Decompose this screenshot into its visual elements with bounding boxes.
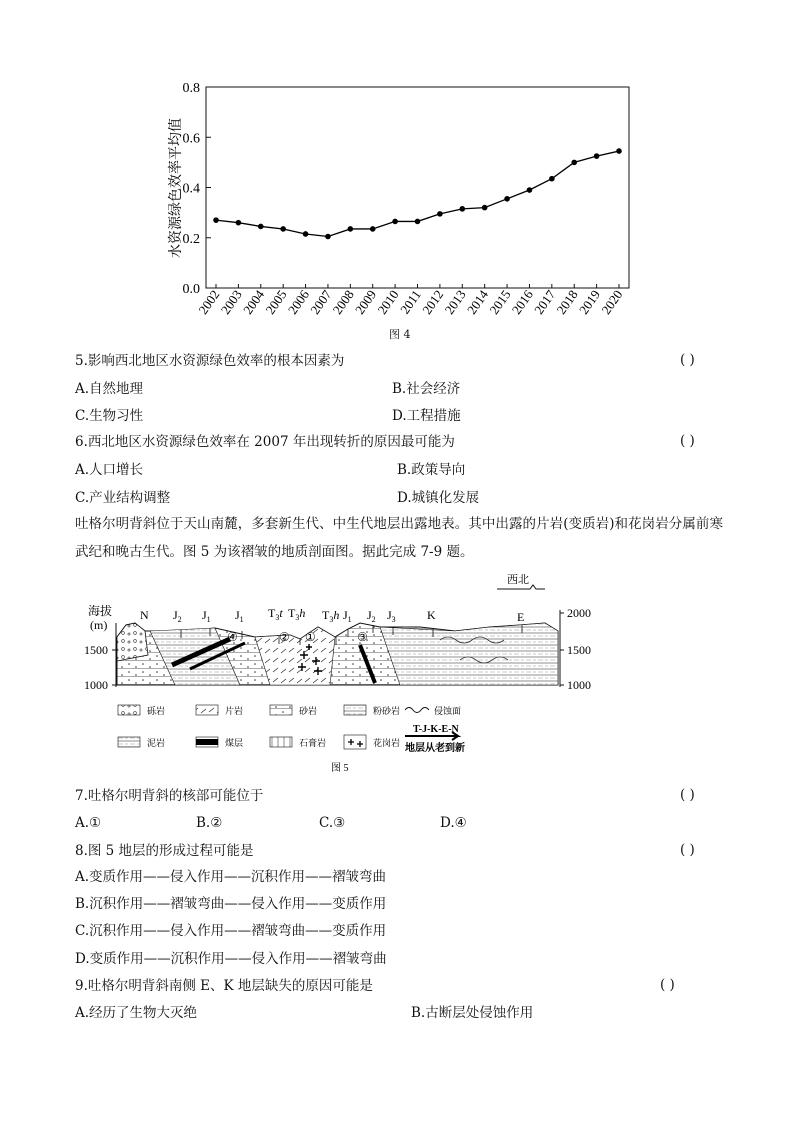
right-tick-1000: 1000 — [567, 678, 591, 692]
legend-swatch-mudstone — [118, 737, 140, 747]
data-point — [437, 211, 443, 217]
question-5-option-d[interactable]: D.工程措施 — [392, 408, 461, 424]
direction-label: 西北 — [507, 574, 529, 586]
stratum-label-j1-right: $J_1$ — [343, 608, 352, 624]
data-point — [415, 219, 421, 225]
legend-label-conglomerate: 砾岩 — [147, 706, 166, 716]
data-point — [303, 231, 309, 237]
question-6-stem: 6.西北地区水资源绿色效率在 2007 年出现转折的原因最可能为 — [75, 434, 455, 450]
data-point — [258, 224, 264, 230]
data-point — [213, 217, 219, 223]
legend-swatch-gypsum — [270, 737, 292, 747]
question-7-stem: 7.吐格尔明背斜的核部可能位于 — [75, 788, 264, 804]
y-tick-label: 0.8 — [182, 81, 200, 96]
right-tick-1500: 1500 — [567, 643, 591, 657]
stratum-label-e: E — [517, 610, 525, 624]
legend-swatch-siltstone — [344, 705, 366, 715]
y-axis-label: 水资源绿色效率平均值 — [169, 118, 184, 258]
geologic-section-fig5 — [0, 565, 794, 780]
legend-swatch-schist — [196, 705, 218, 715]
question-5-option-a[interactable]: A.自然地理 — [75, 381, 144, 397]
stratum-label-j1-mid: $J_1$ — [235, 608, 244, 624]
stratum-label-k: K — [427, 608, 436, 622]
x-tick-label: 2006 — [284, 287, 313, 318]
x-tick-label: 2007 — [307, 287, 335, 318]
stratum-label-j2-left: $J_2$ — [173, 608, 182, 624]
y-tick-label: 0.2 — [182, 231, 200, 247]
y-tick-label: 0.0 — [182, 282, 200, 297]
question-7-option-b[interactable]: B.② — [196, 815, 223, 831]
stratum-label-j2-right: $J_2$ — [367, 608, 376, 624]
position-marker-3: ③ — [357, 630, 368, 644]
legend-label-mudstone: 泥岩 — [147, 738, 166, 748]
x-tick-label: 2010 — [374, 287, 402, 318]
y-axis-ticks — [183, 81, 212, 297]
legend-label-granite: 花岗岩 — [373, 738, 401, 748]
question-6-answer-blank[interactable]: ( ) — [680, 433, 695, 449]
figure-5-caption: 图 5 — [331, 763, 349, 774]
position-marker-1: ① — [305, 630, 316, 644]
left-tick-1000: 1000 — [84, 678, 108, 692]
data-point — [348, 226, 354, 232]
stratum-label-j1-left: $J_1$ — [202, 608, 211, 624]
data-point — [280, 226, 286, 232]
data-point — [236, 220, 242, 226]
x-tick-label: 2017 — [531, 287, 559, 318]
question-5-option-c[interactable]: C.生物习性 — [75, 408, 144, 424]
x-tick-label: 2013 — [441, 287, 469, 318]
legend-label-siltstone: 粉砂岩 — [373, 706, 401, 716]
stratum-label-t3h-left: $T_3h$ — [288, 606, 306, 622]
x-tick-label: 2019 — [575, 287, 604, 318]
question-7-answer-blank[interactable]: ( ) — [680, 787, 695, 803]
x-tick-label: 2004 — [240, 287, 268, 318]
line-chart-fig4 — [0, 0, 794, 330]
x-tick-label: 2011 — [397, 287, 424, 317]
data-point — [594, 153, 600, 159]
question-8-option-a[interactable]: A.变质作用——侵入作用——沉积作用——褶皱弯曲 — [75, 869, 387, 885]
question-5-answer-blank[interactable]: ( ) — [680, 352, 695, 368]
question-5-option-b[interactable]: B.社会经济 — [392, 381, 461, 397]
question-9-answer-blank[interactable]: ( ) — [660, 977, 675, 993]
x-tick-label: 2005 — [262, 287, 290, 318]
chart-series — [213, 148, 622, 239]
x-tick-label: 2002 — [195, 287, 223, 318]
data-point — [549, 176, 555, 182]
position-marker-4: ④ — [227, 630, 238, 644]
data-point — [370, 226, 376, 232]
x-tick-label: 2014 — [463, 287, 492, 318]
question-8-option-d[interactable]: D.变质作用——沉积作用——侵入作用——褶皱弯曲 — [75, 951, 387, 967]
legend-label-sandstone: 砂岩 — [299, 706, 318, 716]
data-point — [482, 205, 488, 211]
legend-swatch-conglomerate — [118, 705, 140, 715]
legend-swatch-coal — [196, 739, 218, 745]
question-8-option-b[interactable]: B.沉积作用——褶皱弯曲——侵入作用——变质作用 — [75, 896, 387, 912]
left-axis-unit: (m) — [90, 618, 108, 632]
data-point — [392, 219, 398, 225]
question-9-stem: 9.吐格尔明背斜南侧 E、K 地层缺失的原因可能是 — [75, 978, 373, 994]
x-tick-label: 2012 — [419, 287, 447, 318]
legend-label-erosion: 侵蚀面 — [434, 706, 462, 716]
data-point — [616, 148, 622, 154]
data-point — [527, 187, 533, 193]
stratum-label-t3t: $T_3t$ — [268, 606, 283, 622]
x-tick-label: 2008 — [329, 287, 357, 318]
position-marker-2: ② — [279, 630, 290, 644]
figure-4-caption: 图 4 — [389, 328, 411, 341]
x-tick-label: 2003 — [217, 287, 245, 318]
question-7-option-d[interactable]: D.④ — [440, 815, 467, 831]
legend-label-schist: 片岩 — [225, 706, 244, 716]
legend-label-gypsum: 石膏岩 — [299, 738, 327, 748]
legend-label-coal: 煤层 — [225, 738, 244, 748]
data-point — [571, 160, 577, 166]
stratum-label-j3: $J_3$ — [387, 608, 396, 624]
legend-swatch-sandstone — [270, 705, 292, 715]
x-tick-label: 2009 — [351, 287, 380, 318]
left-elevation-axis — [112, 623, 116, 687]
question-7-option-c[interactable]: C.③ — [319, 815, 346, 831]
legend-swatch-erosion — [405, 708, 429, 713]
x-tick-label: 2016 — [508, 287, 536, 318]
x-tick-label: 2018 — [553, 287, 581, 318]
data-point — [325, 234, 331, 240]
question-7-option-a[interactable]: A.① — [75, 815, 102, 831]
question-6-option-d[interactable]: D.城镇化发展 — [397, 490, 480, 506]
question-8-stem: 8.图 5 地层的形成过程可能是 — [75, 843, 254, 859]
legend-swatch-granite — [344, 735, 366, 749]
question-6-option-a[interactable]: A.人口增长 — [75, 462, 144, 478]
stratum-label-n: N — [140, 608, 149, 622]
data-point — [459, 206, 465, 212]
y-tick-label: 0.4 — [182, 181, 200, 197]
plot-frame — [206, 87, 629, 288]
stratum-label-t3h-right: $T_3h$ — [322, 608, 340, 624]
question-8-answer-blank[interactable]: ( ) — [680, 842, 695, 858]
passage-text: 吐格尔明背斜位于天山南麓，多套新生代、中生代地层出露地表。其中出露的片岩(变质岩)和花岗岩分属前寒武纪和晚古生代。图 5 为该褶皱的地质剖面图。据此完成 7-9 题。 — [75, 516, 723, 560]
chart-axes — [206, 87, 629, 288]
y-tick-label: 0.6 — [182, 131, 200, 147]
x-tick-label: 2020 — [598, 287, 626, 318]
question-6-option-c[interactable]: C.产业结构调整 — [75, 490, 171, 506]
left-tick-1500: 1500 — [84, 643, 108, 657]
data-point — [504, 196, 510, 202]
legend-sequence: T-J-K-E-N — [413, 724, 459, 735]
x-axis-ticks — [195, 284, 625, 317]
right-elevation-axis — [560, 610, 564, 687]
x-tick-label: 2015 — [486, 287, 514, 318]
right-tick-2000: 2000 — [567, 606, 591, 620]
question-6-option-b[interactable]: B.政策导向 — [397, 462, 466, 478]
legend-sequence-note: 地层从老到新 — [405, 743, 465, 754]
left-axis-title: 海拔 — [88, 604, 113, 618]
question-5-stem: 5.影响西北地区水资源绿色效率的根本因素为 — [75, 353, 345, 369]
question-9-option-b[interactable]: B.古断层处侵蚀作用 — [411, 1005, 534, 1021]
cross-section-body — [117, 623, 558, 685]
question-9-option-a[interactable]: A.经历了生物大灭绝 — [75, 1005, 198, 1021]
question-8-option-c[interactable]: C.沉积作用——侵入作用——褶皱弯曲——变质作用 — [75, 923, 387, 939]
legend — [118, 705, 465, 754]
